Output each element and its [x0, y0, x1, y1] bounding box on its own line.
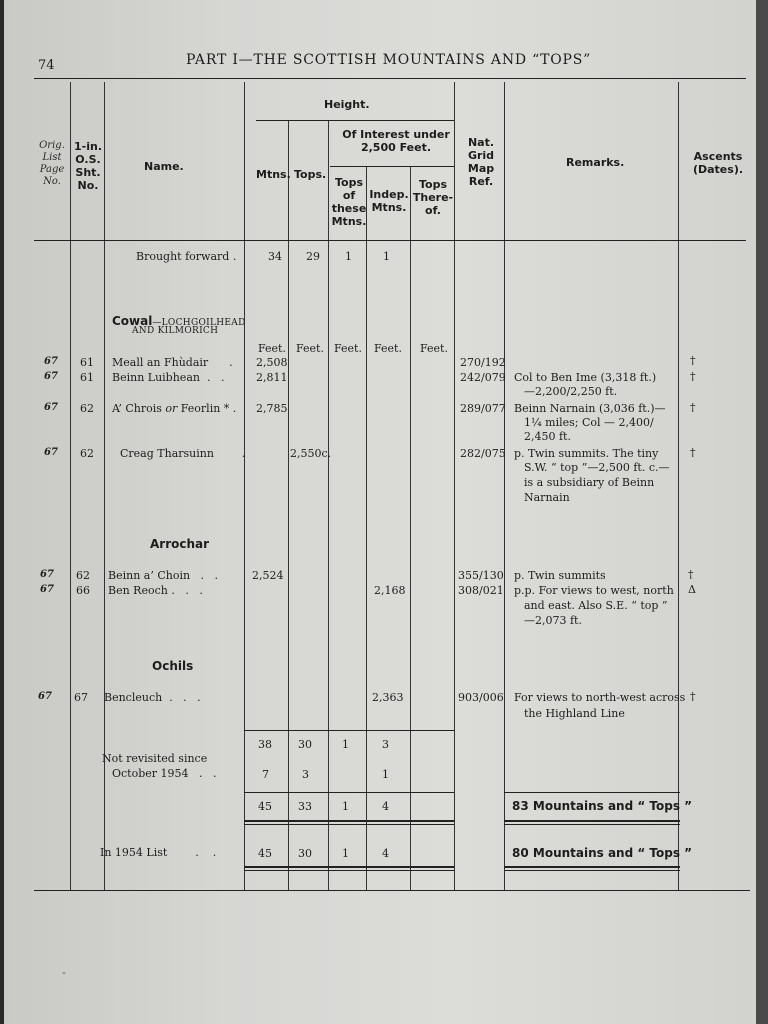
feet-label-tops-of-these: Feet.	[334, 342, 362, 355]
remark-line: and east. Also S.E. “ top ”	[524, 599, 668, 612]
os-sheet: 61	[80, 356, 94, 369]
col-divider	[244, 82, 245, 890]
totals-rule	[504, 820, 680, 822]
grid-ref-header: Nat. Grid Map Ref.	[467, 136, 495, 188]
section-arrochar: Arrochar	[150, 537, 210, 551]
list-1954-mountains-tops: 80 Mountains and “ Tops ”	[512, 846, 693, 860]
grid-ref: 282/075	[460, 447, 506, 460]
remark-line: Col to Ben Ime (3,318 ft.)	[514, 371, 657, 384]
of-interest-header: Of Interest under 2,500 Feet.	[342, 128, 450, 154]
tops-thereof-header: Tops There- of.	[412, 178, 454, 217]
ascents-header: Ascents (Dates).	[692, 150, 744, 176]
total-mountains-tops: 83 Mountains and “ Tops ”	[512, 799, 693, 813]
totals-rule	[244, 824, 454, 825]
grid-ref: 270/192	[460, 356, 506, 369]
remark-line: p.p. For views to west, north	[514, 584, 674, 597]
orig-page: 67	[40, 569, 54, 580]
indep-height: 2,363	[372, 691, 404, 704]
tops-of-these-header: Tops of these Mtns.	[331, 176, 367, 228]
list-1954-label: In 1954 List . .	[100, 846, 217, 859]
ascent-mark: †	[690, 446, 696, 459]
total-mtns: 45	[258, 800, 272, 813]
not-revisited-mtns: 7	[262, 768, 269, 781]
orig-page: 67	[44, 447, 58, 458]
remark-line: —2,200/2,250 ft.	[524, 385, 618, 398]
grid-ref: 308/021	[458, 584, 504, 597]
totals-rule	[504, 792, 680, 793]
grid-ref: 903/006	[458, 691, 504, 704]
grid-ref: 242/079	[460, 371, 506, 384]
ascent-mark: †	[690, 401, 696, 414]
orig-page: 67	[44, 356, 58, 367]
not-revisited-date: October 1954 . .	[112, 767, 217, 780]
mountain-name: A’ Chrois or Feorlin * .	[112, 402, 237, 415]
page-number: 74	[38, 58, 55, 73]
os-sheet: 62	[80, 402, 94, 415]
remark-line: —2,073 ft.	[524, 614, 582, 627]
page-title: PART I—THE SCOTTISH MOUNTAINS AND “TOPS”	[186, 52, 592, 68]
list-1954-tops-of-these: 1	[342, 847, 349, 860]
section-cowal-subtitle: AND KILMORICH	[132, 326, 219, 336]
total-indep: 4	[382, 800, 389, 813]
col-divider	[504, 82, 505, 890]
name-header: Name.	[144, 160, 184, 173]
remarks-header: Remarks.	[566, 156, 625, 169]
total-tops-of-these: 1	[342, 800, 349, 813]
header-rule	[34, 78, 746, 79]
not-revisited-label: Not revisited since	[102, 752, 208, 765]
list-1954-mtns: 45	[258, 847, 272, 860]
remark-line: For views to north-west across	[514, 691, 686, 704]
page-edge-shadow	[756, 0, 768, 1024]
feet-label-tops: Feet.	[296, 342, 324, 355]
remark-line: the Highland Line	[524, 707, 625, 720]
col-divider	[366, 166, 367, 890]
grid-ref: 355/130	[458, 569, 504, 582]
col-divider	[678, 82, 679, 890]
remark-line: Narnain	[524, 491, 570, 504]
total-indep: 3	[382, 738, 389, 751]
mountain-name: Beinn a’ Choin . .	[108, 569, 219, 582]
mtns-height: 2,785	[256, 402, 288, 415]
totals-rule	[244, 866, 454, 868]
orig-page: 67	[38, 691, 52, 702]
totals-rule	[244, 792, 454, 793]
col-divider	[328, 120, 329, 890]
remark-line: p. Twin summits. The tiny	[514, 447, 659, 460]
remark-line: p. Twin summits	[514, 569, 606, 582]
section-ochils: Ochils	[152, 659, 194, 673]
indep-height: 2,168	[374, 584, 406, 597]
orig-page: 67	[44, 371, 58, 382]
totals-rule	[244, 870, 454, 871]
ascent-mark: †	[690, 370, 696, 383]
total-tops-of-these: 1	[342, 738, 349, 751]
table-bottom-rule	[34, 890, 750, 891]
mtns-height: 2,524	[252, 569, 284, 582]
col-divider	[70, 82, 71, 890]
remark-line: S.W. “ top ”—2,500 ft. c.—	[524, 461, 670, 474]
bf-indep: 1	[383, 250, 390, 263]
ascent-mark: †	[690, 354, 696, 367]
mountain-name: Creag Tharsuinn .	[120, 447, 246, 460]
mtns-height: 2,811	[256, 371, 288, 384]
feet-label-tops-thereof: Feet.	[420, 342, 448, 355]
interest-rule	[330, 166, 454, 167]
brought-forward-label: Brought forward .	[136, 250, 237, 263]
os-sheet-header: 1-in. O.S. Sht. No.	[74, 140, 102, 192]
bf-tops-of-these: 1	[345, 250, 352, 263]
not-revisited-tops: 3	[302, 768, 309, 781]
grid-ref: 289/077	[460, 402, 506, 415]
height-header: Height.	[324, 98, 370, 111]
col-divider	[410, 166, 411, 890]
mtns-height: 2,508	[256, 356, 288, 369]
os-sheet: 62	[80, 447, 94, 460]
orig-list-header: Orig. List Page No.	[39, 140, 65, 187]
tops-height: 2,550c.	[290, 447, 332, 460]
feet-label-mtns: Feet.	[258, 342, 286, 355]
mtns-header: Mtns.	[256, 168, 291, 181]
totals-rule	[244, 730, 454, 731]
tops-header: Tops.	[294, 168, 327, 181]
total-tops: 33	[298, 800, 312, 813]
total-tops: 30	[298, 738, 312, 751]
indep-mtns-header: Indep. Mtns.	[369, 188, 409, 214]
remark-line: 1¼ miles; Col — 2,400/	[524, 416, 654, 429]
feet-label-indep: Feet.	[374, 342, 402, 355]
totals-rule	[504, 866, 680, 868]
total-mtns: 38	[258, 738, 272, 751]
mountain-name: Bencleuch . . .	[104, 691, 201, 704]
os-sheet: 62	[76, 569, 90, 582]
footnote-mark: -	[62, 966, 66, 979]
totals-rule	[504, 824, 680, 825]
os-sheet: 67	[74, 691, 88, 704]
totals-rule	[504, 870, 680, 871]
ascent-mark: †	[690, 690, 696, 703]
book-page	[4, 0, 756, 1024]
height-rule	[256, 120, 454, 121]
orig-page: 67	[44, 402, 58, 413]
os-sheet: 61	[80, 371, 94, 384]
list-1954-indep: 4	[382, 847, 389, 860]
mountain-name: Beinn Luibhean . .	[112, 371, 225, 384]
os-sheet: 66	[76, 584, 90, 597]
col-divider	[104, 82, 105, 890]
mountain-name: Ben Reoch . . .	[108, 584, 203, 597]
list-1954-tops: 30	[298, 847, 312, 860]
remark-line: is a subsidiary of Beinn	[524, 476, 655, 489]
section-cowal: Cowal—LOCHGOILHEAD	[112, 314, 246, 328]
orig-page: 67	[40, 584, 54, 595]
totals-rule	[244, 820, 454, 822]
ascent-mark: †	[688, 568, 694, 581]
mountain-name: Meall an Fhùdair .	[112, 356, 233, 369]
bf-tops: 29	[306, 250, 320, 263]
remark-line: 2,450 ft.	[524, 430, 571, 443]
not-revisited-indep: 1	[382, 768, 389, 781]
remark-line: Beinn Narnain (3,036 ft.)—	[514, 402, 666, 415]
ascent-mark: Δ	[688, 583, 696, 596]
bf-mtns: 34	[268, 250, 282, 263]
header-bottom-rule	[34, 240, 746, 241]
col-divider	[288, 120, 289, 890]
